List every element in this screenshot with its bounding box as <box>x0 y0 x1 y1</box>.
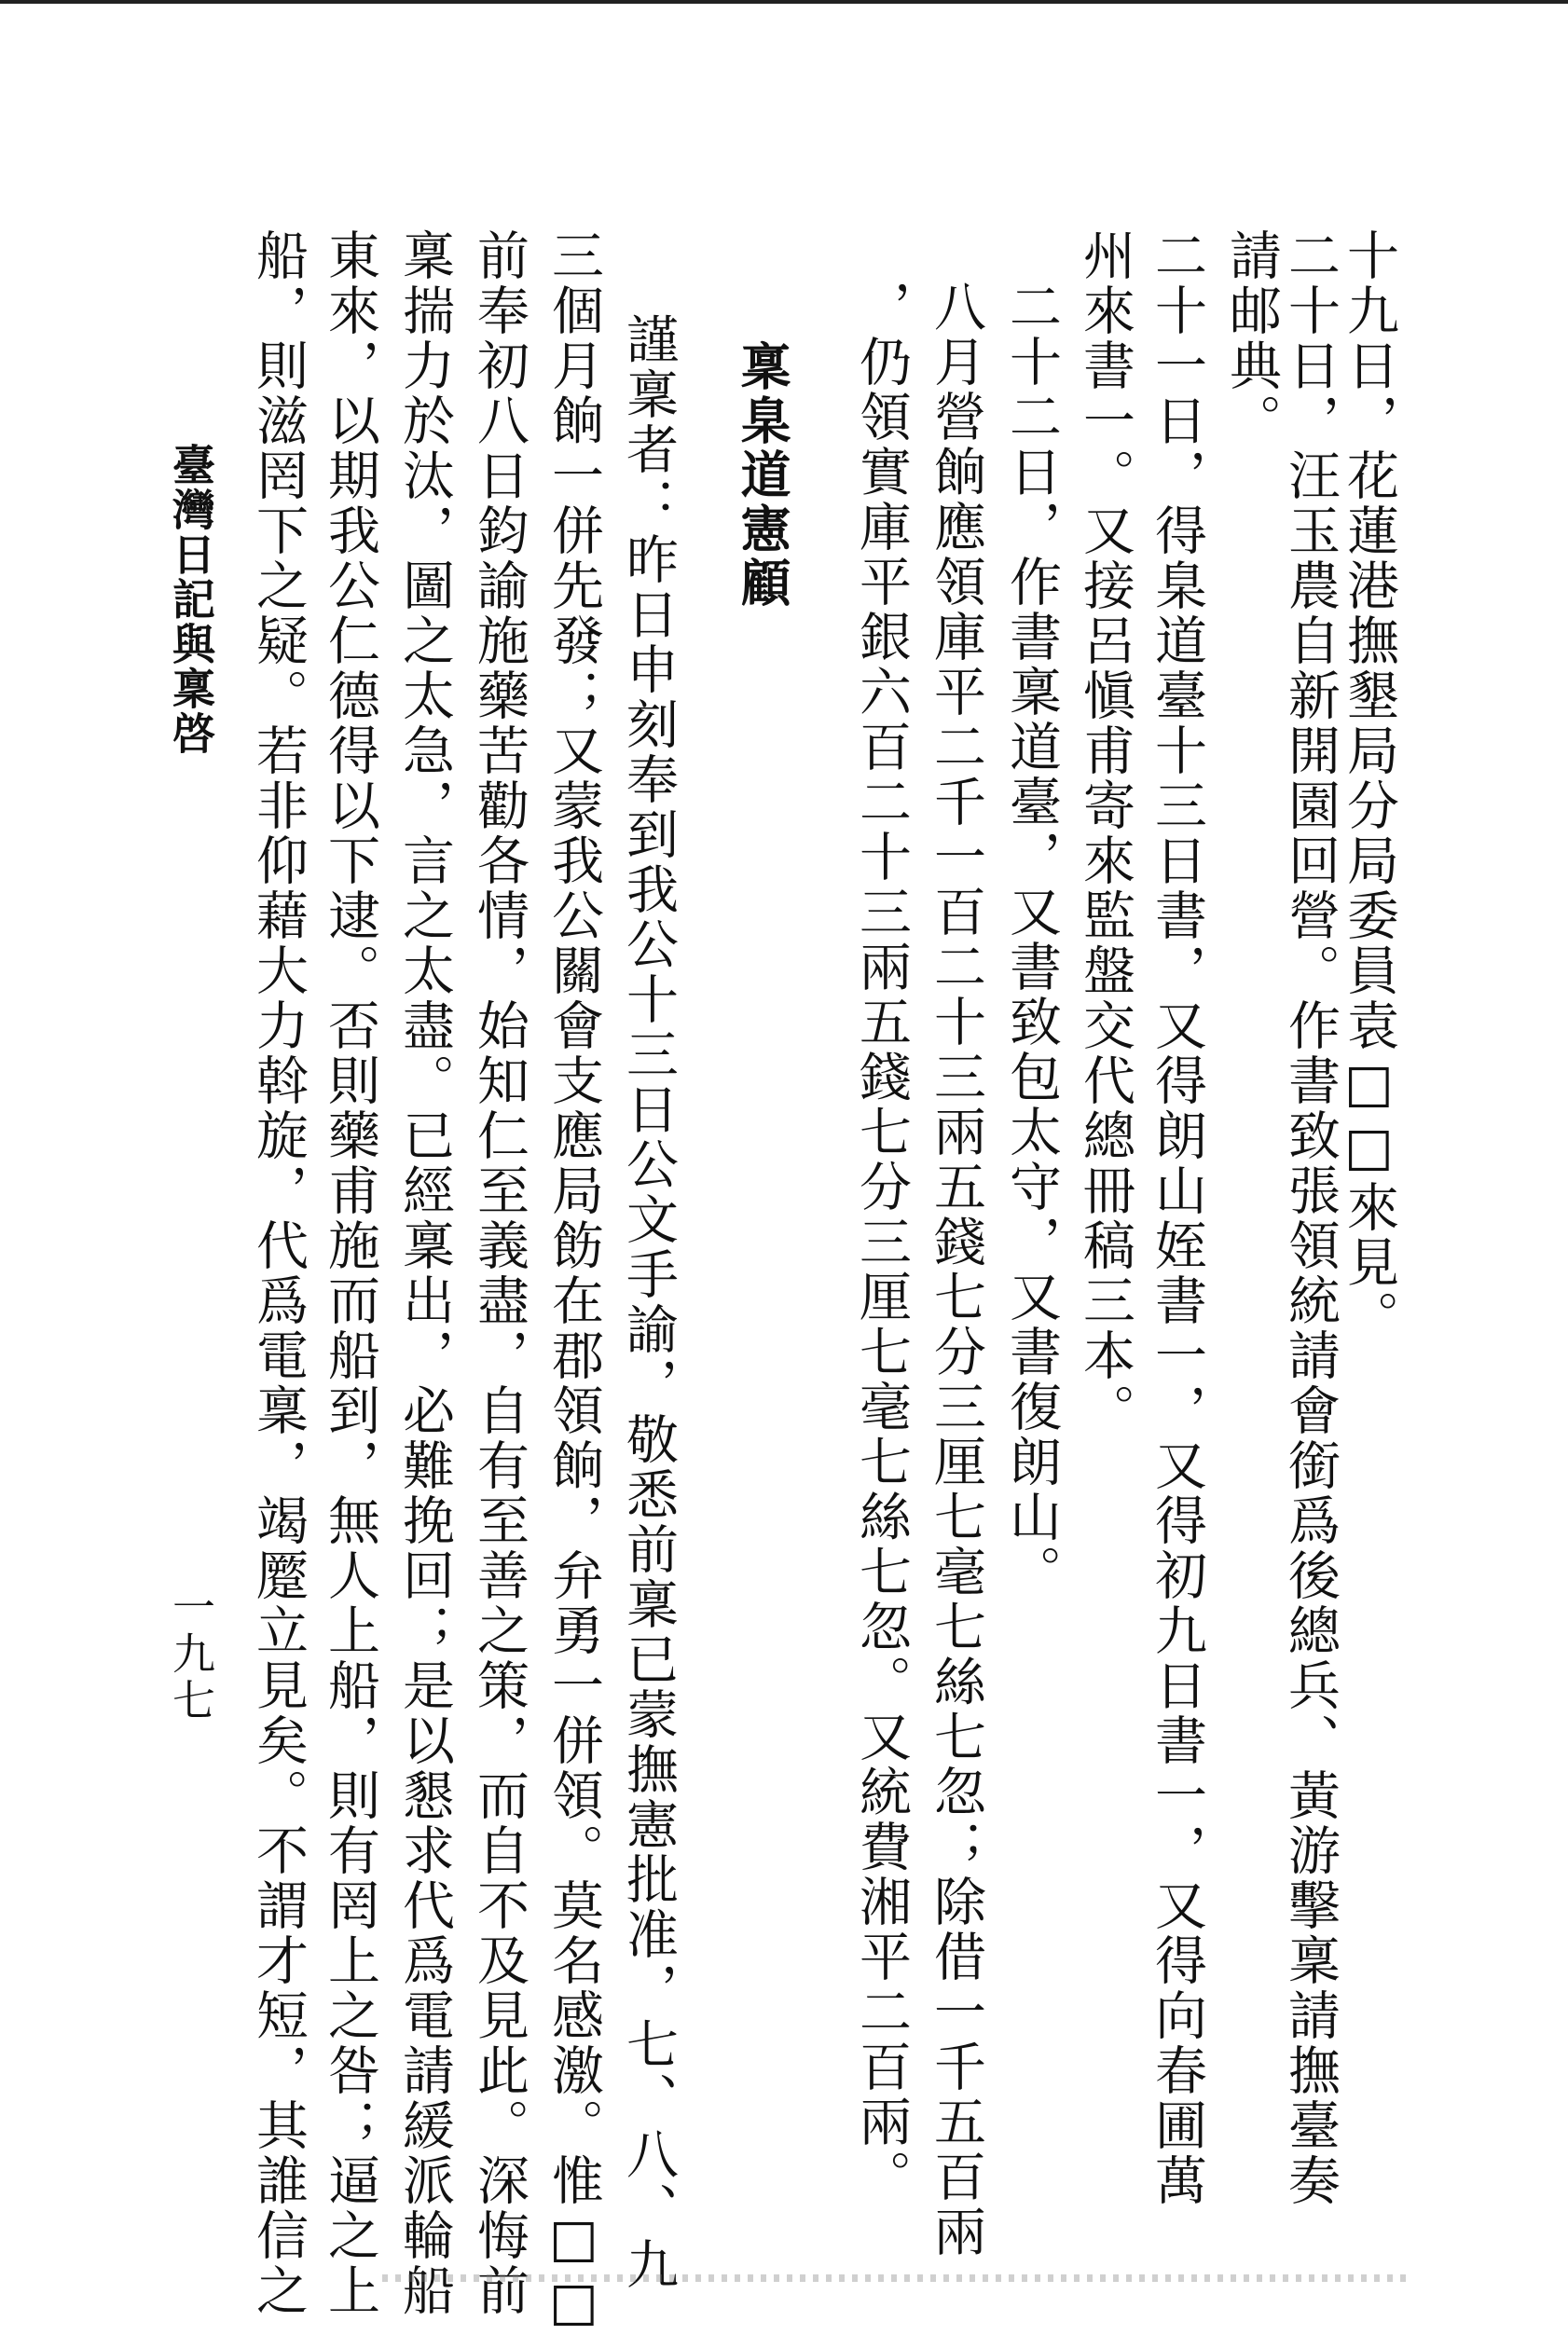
text-column-2: 二十日，汪玉農自新開園回營。作書致張領統請會銜爲後總兵、黃游擊稟請撫臺奏 <box>1280 228 1341 2208</box>
text-column-3: 請邮典。 <box>1221 228 1282 448</box>
book-title-footer: 臺灣日記與稟啓 <box>166 443 216 756</box>
text-column-10: 謹稟者：昨日申刻奉到我公十三日公文手諭，敬悉前稟已蒙撫憲批准，七、八、九 <box>618 312 679 2292</box>
text-column-7: 八月營餉應領庫平二千一百二十三兩五錢七分三厘七毫七絲七忽；除借一千五百兩 <box>926 280 986 2259</box>
section-heading: 稟臬道憲顧 <box>733 340 792 611</box>
text-column-12: 前奉初八日鈞諭施藥苦勸各情，始知仁至義盡，自有至善之策，而自不及見此。深悔前 <box>469 228 530 2318</box>
text-column-11: 三個月餉一併先發；又蒙我公關會支應局飭在郡領餉，弁勇一併領。莫名感激。惟□□ <box>543 228 604 2335</box>
text-column-1: 十九日，花蓮港撫墾局分局委員袁□□來見。 <box>1339 228 1399 1345</box>
text-column-13: 稟揣力於汰，圖之太急，言之太盡。已經稟出，必難挽回；是以懇求代爲電請緩派輪船 <box>394 228 455 2318</box>
text-column-5: 州來書一。又接呂愼甫寄來監盤交代總冊稿三本。 <box>1075 228 1135 1438</box>
text-column-14: 東來，以期我公仁德得以下逮。否則藥甫施而船到，無人上船，則有罔上之咎；逼之上 <box>320 228 380 2318</box>
scan-artifact-line <box>382 2274 1408 2282</box>
page-number: 一九七 <box>166 1585 216 1724</box>
text-column-8: ，仍領實庫平銀六百二十三兩五錢七分三厘七毫七絲七忽。又統費湘平二百兩。 <box>851 280 912 2205</box>
text-column-15: 船，則滋罔下之疑。若非仰藉大力斡旋，代爲電稟，竭蹷立見矣。不謂才短，其誰信之 <box>248 228 309 2318</box>
text-column-6: 二十二日，作書稟道臺，又書致包太守，又書復朗山。 <box>1001 280 1062 1600</box>
text-column-4: 二十一日，得臬道臺十三日書，又得朗山姪書一，又得初九日書一，又得向春圃萬 <box>1147 228 1207 2208</box>
